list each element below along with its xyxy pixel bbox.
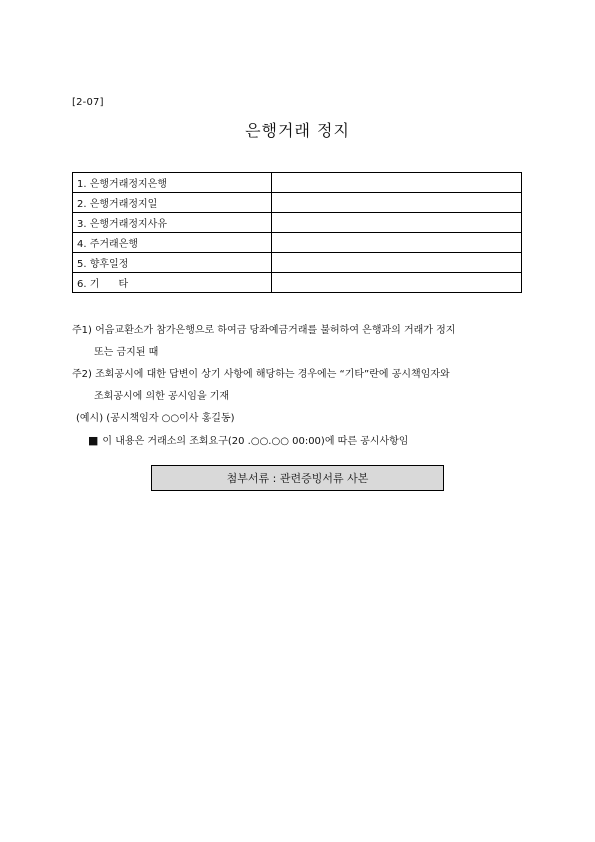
row-label: 6. 기 타 (73, 273, 272, 293)
table-row (73, 173, 522, 193)
row-label: 5. 향후일정 (73, 253, 272, 273)
page-title: 은행거래 정지 (245, 121, 350, 140)
bullet-line (72, 430, 532, 452)
document-code: [2-07] (72, 97, 104, 108)
table-row (73, 253, 522, 273)
note-2-line-1: 주2) 조회공시에 대한 답변이 상기 사항에 해당하는 경우에는 “기타”란에 공시책임자와 (72, 369, 450, 380)
row-label: 1. 은행거래정지은행 (73, 173, 272, 193)
bullet-text: 이 내용은 거래소의 조회요구(20 .○○.○○ 00:00)에 따른 공시사항임 (102, 436, 409, 447)
example-line: (예시) (공시책임자 ○○이사 홍길동) (76, 413, 235, 424)
note-1-line-2: 또는 금지된 때 (94, 347, 159, 358)
row-label: 2. 은행거래정지일 (73, 193, 272, 213)
table-row (73, 273, 522, 293)
table-row (73, 213, 522, 233)
note-2-line-2: 조회공시에 의한 공시임을 기재 (94, 391, 230, 402)
disclosure-form-table (72, 172, 522, 293)
row-value-field[interactable] (272, 253, 522, 273)
table-row (73, 193, 522, 213)
attachment-box: 첨부서류 : 관련증빙서류 사본 (151, 465, 444, 491)
row-value-field[interactable] (272, 273, 522, 293)
square-bullet-icon: ■ (88, 434, 99, 447)
row-value-field[interactable] (272, 173, 522, 193)
table-row (73, 233, 522, 253)
row-value-field[interactable] (272, 233, 522, 253)
row-label: 3. 은행거래정지사유 (73, 213, 272, 233)
notes-section (72, 320, 532, 452)
note-1-line-1: 주1) 어음교환소가 참가은행으로 하여금 당좌예금거래를 불허하여 은행과의 거래가 정지 (72, 325, 456, 336)
row-value-field[interactable] (272, 193, 522, 213)
row-value-field[interactable] (272, 213, 522, 233)
row-label: 4. 주거래은행 (73, 233, 272, 253)
